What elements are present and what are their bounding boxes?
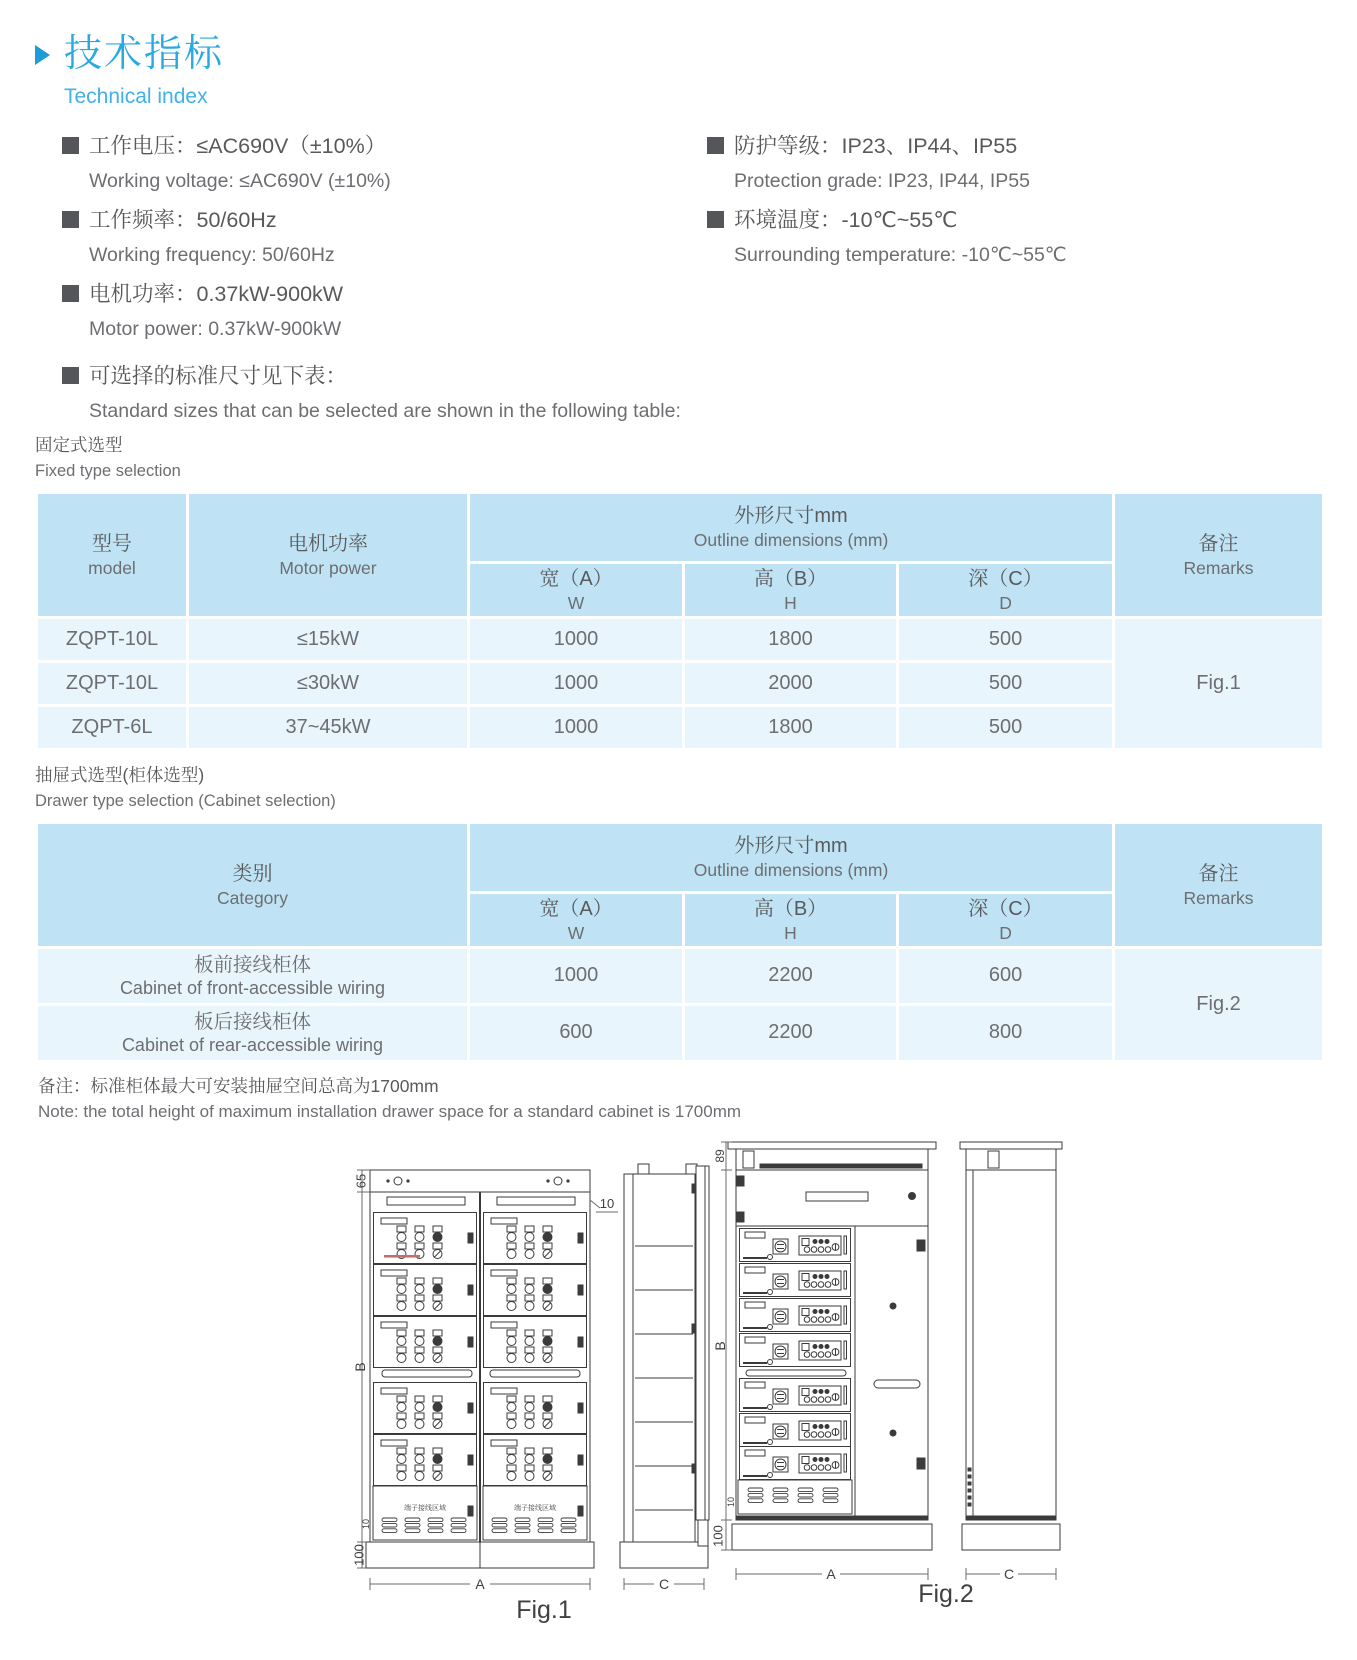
terminal-area-label: 端子接线区域 xyxy=(514,1504,556,1512)
header-text-en: Remarks xyxy=(1183,557,1254,578)
page-subtitle: Technical index xyxy=(64,84,208,108)
col-header-height xyxy=(684,562,898,617)
category-cn: 板后接线柜体 xyxy=(193,1010,311,1033)
cell-category xyxy=(37,947,469,1004)
header-text-cn: 外形尺寸mm xyxy=(734,505,848,528)
spec-column-left xyxy=(62,133,707,355)
dim-label-65: 65 xyxy=(353,1173,369,1189)
header-text-cn: 备注 xyxy=(1198,862,1239,885)
header-text-en: Outline dimensions (mm) xyxy=(693,530,889,551)
category-en: Cabinet of front-accessible wiring xyxy=(119,977,386,998)
square-bullet-icon xyxy=(62,211,79,228)
col-header-remarks xyxy=(1114,822,1324,947)
table-row xyxy=(37,947,1324,1004)
header-text-cn: 电机功率 xyxy=(288,532,368,555)
section-label-en: Fixed type selection xyxy=(35,461,181,480)
cell-depth: 800 xyxy=(898,1004,1114,1061)
cell-model: ZQPT-10L xyxy=(37,617,188,661)
header-text-en: D xyxy=(999,922,1012,943)
section-label-cn: 抽屉式选型(柜体选型) xyxy=(35,764,205,785)
cell-depth: 600 xyxy=(898,947,1114,1004)
figures-area xyxy=(0,1128,1357,1633)
cell-height: 1800 xyxy=(684,705,898,749)
spec-label-en: Protection grade: IP23, IP44, IP55 xyxy=(734,169,1030,192)
cell-height: 2200 xyxy=(684,947,898,1004)
col-header-remarks xyxy=(1114,492,1324,617)
square-bullet-icon xyxy=(62,137,79,154)
dim-label-C: C xyxy=(1003,1565,1015,1582)
fig2-side-view xyxy=(960,1142,1062,1550)
col-header-width xyxy=(469,892,684,947)
fig1-drawing xyxy=(352,1150,717,1628)
col-header-model xyxy=(37,492,188,617)
terminal-area-label: 端子接线区域 xyxy=(404,1504,446,1512)
square-bullet-icon xyxy=(62,367,79,384)
drawer-red-nameplate xyxy=(384,1255,420,1258)
spec-label-cn: 电机功率：0.37kW-900kW xyxy=(89,281,344,306)
dim-label-100: 100 xyxy=(710,1524,726,1547)
square-bullet-icon xyxy=(707,211,724,228)
header-text-en: W xyxy=(567,922,585,943)
header-text-cn: 型号 xyxy=(92,532,132,555)
header-text-en: Outline dimensions (mm) xyxy=(693,860,889,881)
spec-item-voltage xyxy=(62,133,707,193)
header-text-cn: 高（B） xyxy=(753,567,828,590)
cell-width: 1000 xyxy=(469,661,684,705)
drawer-type-table xyxy=(35,821,1325,1063)
cell-category xyxy=(37,1004,469,1061)
cell-depth: 500 xyxy=(898,617,1114,661)
header-text-cn: 类别 xyxy=(232,862,273,885)
cell-power: 37~45kW xyxy=(188,705,469,749)
cell-width: 1000 xyxy=(469,705,684,749)
col-header-outline xyxy=(469,492,1114,562)
cell-depth: 500 xyxy=(898,661,1114,705)
arrow-right-icon xyxy=(35,45,50,65)
cell-width: 600 xyxy=(469,1004,684,1061)
spec-list xyxy=(62,133,1357,355)
cell-power: ≤30kW xyxy=(188,661,469,705)
cell-width: 1000 xyxy=(469,947,684,1004)
header-text-cn: 宽（A） xyxy=(539,897,613,920)
square-bullet-icon xyxy=(62,285,79,302)
section-label-en: Drawer type selection (Cabinet selection) xyxy=(35,791,336,810)
header-text-en: H xyxy=(784,592,797,613)
dim-label-A: A xyxy=(826,1565,836,1582)
spec-column-right xyxy=(707,133,1357,355)
header-text-cn: 深（C） xyxy=(968,567,1043,590)
category-en: Cabinet of rear-accessible wiring xyxy=(121,1034,384,1055)
dim-label-C: C xyxy=(658,1575,670,1592)
table-note xyxy=(38,1075,1357,1122)
dim-label-B: B xyxy=(352,1362,368,1372)
fig2-module-stack xyxy=(740,1228,851,1479)
header-text-en: Category xyxy=(216,887,288,908)
col-header-outline xyxy=(469,822,1114,892)
spec-label-en: Working voltage: ≤AC690V (±10%) xyxy=(89,169,391,192)
spec-label-en: Surrounding temperature: -10℃~55℃ xyxy=(734,243,1067,266)
section-label-cn: 固定式选型 xyxy=(35,434,123,455)
dim-label-10-vent: 10 xyxy=(726,1496,736,1507)
spec-label-en: Standard sizes that can be selected are shown in the following table: xyxy=(89,399,681,422)
fig2-drawing xyxy=(688,1128,1068,1608)
section-label-drawer xyxy=(35,765,1357,811)
table-row xyxy=(37,617,1324,661)
dim-label-10-vent: 10 xyxy=(361,1518,371,1529)
dim-label-10-top: 10 xyxy=(599,1195,615,1211)
section-label-fixed xyxy=(35,435,1357,481)
fig1-caption: Fig.1 xyxy=(516,1595,572,1624)
cell-depth: 500 xyxy=(898,705,1114,749)
page-header xyxy=(35,34,1357,76)
col-header-width xyxy=(469,562,684,617)
spec-label-cn: 工作频率：50/60Hz xyxy=(89,207,277,232)
note-en: Note: the total height of maximum installation drawer space for a standard cabinet is 1700mm xyxy=(38,1101,742,1121)
spec-item-protection xyxy=(707,133,1357,193)
spec-label-cn: 可选择的标准尺寸见下表： xyxy=(89,363,348,388)
cell-height: 2000 xyxy=(684,661,898,705)
fixed-type-table xyxy=(35,491,1325,751)
dim-label-B: B xyxy=(712,1341,728,1351)
spec-label-en: Motor power: 0.37kW-900kW xyxy=(89,317,342,340)
spec-item-temperature xyxy=(707,207,1357,267)
col-header-depth xyxy=(898,562,1114,617)
cell-model: ZQPT-10L xyxy=(37,661,188,705)
cell-remark: Fig.1 xyxy=(1114,617,1324,749)
col-header-motor-power xyxy=(188,492,469,617)
spec-label-cn: 防护等级：IP23、IP44、IP55 xyxy=(734,133,1018,158)
cell-model: ZQPT-6L xyxy=(37,705,188,749)
cell-height: 2200 xyxy=(684,1004,898,1061)
col-header-height xyxy=(684,892,898,947)
header-text-cn: 备注 xyxy=(1198,532,1239,555)
category-cn: 板前接线柜体 xyxy=(193,953,311,976)
header-text-en: D xyxy=(999,592,1012,613)
spec-item-table-intro xyxy=(62,363,1357,423)
header-text-en: W xyxy=(567,592,585,613)
header-text-en: Motor power xyxy=(279,557,377,578)
dim-label-100: 100 xyxy=(352,1543,367,1566)
dim-label-89: 89 xyxy=(713,1149,727,1163)
spec-item-frequency xyxy=(62,207,707,267)
cell-height: 1800 xyxy=(684,617,898,661)
spec-item-motor-power xyxy=(62,281,707,341)
cell-remark: Fig.2 xyxy=(1114,947,1324,1061)
header-text-cn: 宽（A） xyxy=(539,567,613,590)
header-text-cn: 深（C） xyxy=(968,897,1043,920)
header-text-en: Remarks xyxy=(1183,887,1254,908)
spec-label-cn: 环境温度：-10℃~55℃ xyxy=(734,207,958,232)
fig2-door-panel-profile xyxy=(692,1166,709,1546)
square-bullet-icon xyxy=(707,137,724,154)
spec-label-cn: 工作电压：≤AC690V（±10%） xyxy=(89,133,387,158)
page-title: 技术指标 xyxy=(64,33,225,75)
header-text-en: model xyxy=(88,557,136,578)
col-header-category xyxy=(37,822,469,947)
note-cn: 备注：标准柜体最大可安装抽屉空间总高为1700mm xyxy=(38,1075,439,1096)
header-text-cn: 高（B） xyxy=(753,897,828,920)
fig2-caption: Fig.2 xyxy=(918,1579,974,1608)
dim-label-A: A xyxy=(475,1575,485,1592)
cell-power: ≤15kW xyxy=(188,617,469,661)
col-header-depth xyxy=(898,892,1114,947)
header-text-en: H xyxy=(784,922,797,943)
cell-width: 1000 xyxy=(469,617,684,661)
header-text-cn: 外形尺寸mm xyxy=(734,835,848,858)
spec-label-en: Working frequency: 50/60Hz xyxy=(89,243,335,266)
